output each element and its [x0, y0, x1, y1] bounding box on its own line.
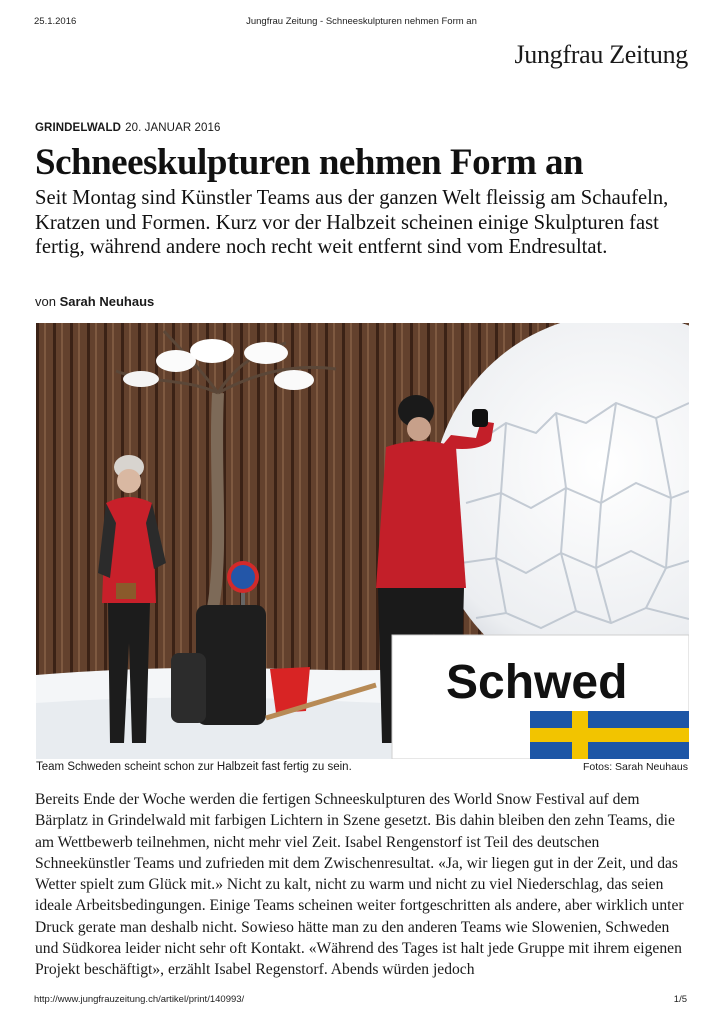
article-photo [36, 323, 689, 759]
footer-url[interactable]: http://www.jungfrauzeitung.ch/artikel/print/140993/ [34, 994, 245, 1005]
print-page-title: Jungfrau Zeitung - Schneeskulpturen nehmen Form an [246, 16, 477, 27]
article-lead: Seit Montag sind Künstler Teams aus der ganzen Welt fleissig am Schaufeln, Kratzen und Formen. Kurz vor der Halbzeit scheinen einige Skulpturen fast fertig, während andere noch recht weit entfernt sind vom Endresultat. [35, 187, 669, 258]
article-body: Bereits Ende der Woche werden die fertigen Schneeskulpturen des World Snow Festival auf dem Bärplatz in Grindelwald mit farbigen Lichtern in Szene gesetzt. Bis dahin bleiben den zehn Teams, die am Wettbewerb teilnehmen, nicht mehr viel Zeit. Isabel Rengenstorf ist Teil des deutschen Schneekünstler Teams und zufrieden mit dem Zwischenresultat. «Ja, wir liegen gut in der Zeit, und das Wetter spielt zum Glück mit.» Nicht zu kalt, nicht zu warm und nicht zu viel Niederschlag, das seien ideale Arbeitsbedingungen. Einige Teams scheinen weiter fortgeschritten als andere, aber wirklich unter Druck gerate man deshalb nicht. Sowieso hätte man zu den anderen Teams wie Slowenien, Schweden und Südkorea leider nicht sehr oft Kontakt. «Während des Tages ist halt jede Gruppe mit ihrem eigenen Projekt beschäftigt», erzählt Isabel Regenstorf. Abends würden jedoch [35, 791, 684, 979]
byline-author[interactable]: Sarah Neuhaus [59, 294, 155, 309]
byline-prefix: von [35, 294, 56, 309]
photo-caption: Team Schweden scheint schon zur Halbzeit fast fertig zu sein. [36, 761, 352, 773]
photo-credit: Fotos: Sarah Neuhaus [582, 761, 688, 773]
article-location: GRINDELWALD [35, 122, 122, 134]
newspaper-logo[interactable]: Jungfrau Zeitung [514, 40, 688, 69]
print-date: 25.1.2016 [34, 16, 77, 27]
article-byline [35, 294, 154, 309]
article-date: 20. JANUAR 2016 [125, 122, 221, 134]
article-kicker [35, 122, 221, 134]
page-number: 1/5 [673, 994, 687, 1005]
article-headline: Schneeskulpturen nehmen Form an [35, 142, 584, 183]
sign-text: Schwed [446, 656, 628, 709]
